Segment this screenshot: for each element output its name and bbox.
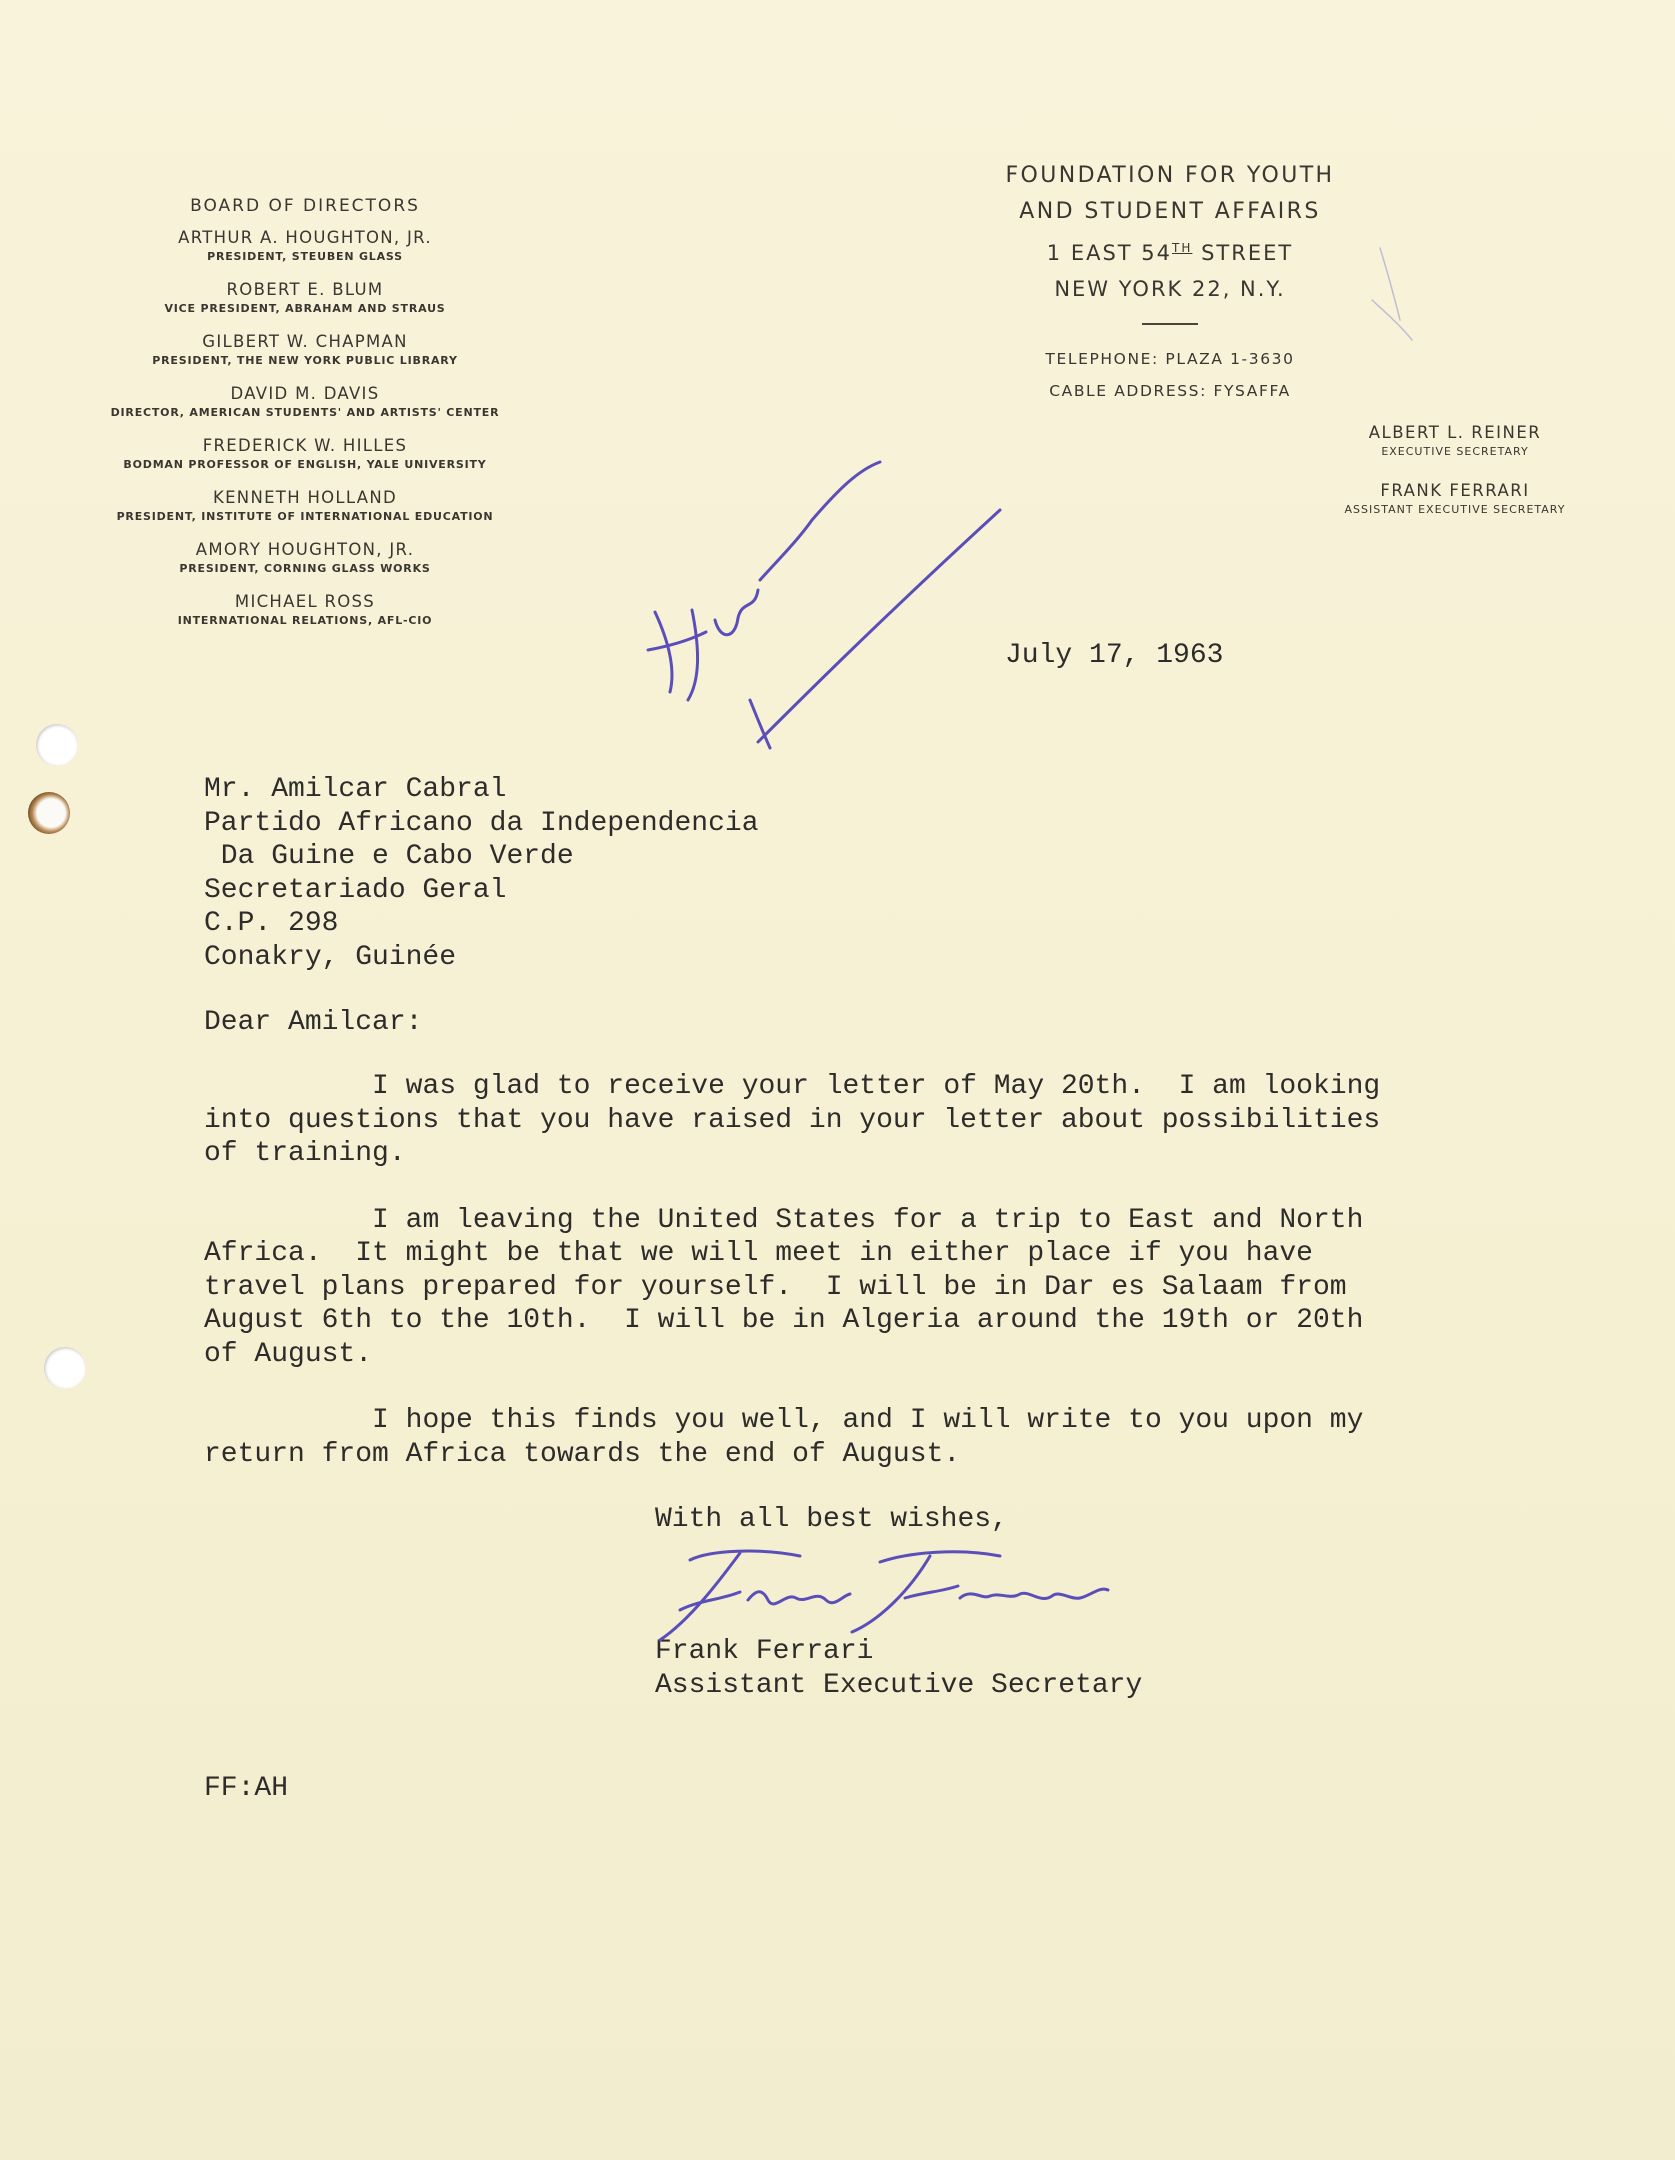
director-title: PRESIDENT, STEUBEN GLASS <box>207 250 403 263</box>
address-line: Da Guine e Cabo Verde <box>204 841 574 872</box>
body-paragraph: I was glad to receive your letter of May 20th. I am looking into questions that you have raised in your letter about possibilities of training. <box>204 1071 1381 1169</box>
telephone: TELEPHONE: PLAZA 1-3630 <box>1045 350 1295 368</box>
cable-address: CABLE ADDRESS: FYSAFFA <box>1049 382 1291 400</box>
officer-name: FRANK FERRARI <box>1380 481 1530 500</box>
director-title: INTERNATIONAL RELATIONS, AFL-CIO <box>177 614 433 627</box>
address-line: Conakry, Guinée <box>204 941 457 973</box>
address-line: Secretariado Geral <box>204 874 507 906</box>
letter-date: July 17, 1963 <box>1005 640 1224 671</box>
officer-title: EXECUTIVE SECRETARY <box>1381 445 1529 458</box>
director-name: GILBERT W. CHAPMAN <box>202 332 408 351</box>
street-name: STREET <box>1192 241 1294 265</box>
director-name: FREDERICK W. HILLES <box>202 436 408 455</box>
check-stroke <box>750 510 1000 748</box>
org-name-line-1: FOUNDATION FOR YOUTH <box>1005 163 1335 188</box>
director-title: BODMAN PROFESSOR OF ENGLISH, YALE UNIVERSITY <box>123 458 487 471</box>
city-line: NEW YORK 22, N.Y. <box>1054 277 1286 301</box>
handwritten-signature <box>660 1551 1108 1640</box>
closing: With all best wishes, <box>655 1504 1008 1535</box>
director-title: VICE PRESIDENT, ABRAHAM AND STRAUS <box>164 302 446 315</box>
officer-title: ASSISTANT EXECUTIVE SECRETARY <box>1344 503 1566 516</box>
officer-name: ALBERT L. REINER <box>1368 423 1542 442</box>
director-name: ROBERT E. BLUM <box>226 280 384 299</box>
director-title: DIRECTOR, AMERICAN STUDENTS' AND ARTISTS' CENTER <box>110 406 500 419</box>
street-number: 1 EAST 54 <box>1046 241 1173 265</box>
director-name: ARTHUR A. HOUGHTON, JR. <box>178 228 432 247</box>
body-paragraph: I hope this finds you well, and I will write to you upon my return from Africa towards the end of August. <box>204 1405 1364 1470</box>
director-title: PRESIDENT, CORNING GLASS WORKS <box>179 562 431 575</box>
address-line: Mr. Amilcar Cabral <box>204 774 507 805</box>
faint-mark <box>1372 248 1412 340</box>
body-paragraph: I am leaving the United States for a trip to East and North Africa. It might be that we will meet in either place if you have travel plans prepared for yourself. I will be in Dar es Salaam from August 6th to the 10th. I will be in Algeria around the 19th or 20th of August. <box>204 1204 1364 1370</box>
handwritten-initials <box>648 462 880 700</box>
org-name-line-2: AND STUDENT AFFAIRS <box>1019 199 1321 224</box>
director-name: MICHAEL ROSS <box>234 592 376 611</box>
salutation: Dear Amilcar: <box>204 1007 423 1038</box>
signer-name: Frank Ferrari <box>655 1636 874 1667</box>
reference-initials: FF:AH <box>204 1773 289 1804</box>
board-header: BOARD OF DIRECTORS <box>190 196 420 216</box>
director-name: DAVID M. DAVIS <box>230 384 380 403</box>
signer-title: Assistant Executive Secretary <box>655 1669 1143 1701</box>
address-line: Partido Africano da Independencia <box>204 807 759 839</box>
street-suffix: TH <box>1172 241 1193 255</box>
director-name: KENNETH HOLLAND <box>212 488 398 507</box>
director-title: PRESIDENT, THE NEW YORK PUBLIC LIBRARY <box>152 354 458 367</box>
director-name: AMORY HOUGHTON, JR. <box>195 540 415 559</box>
address-line: C.P. 298 <box>204 908 339 939</box>
director-title: PRESIDENT, INSTITUTE OF INTERNATIONAL EDUCATION <box>116 510 494 523</box>
